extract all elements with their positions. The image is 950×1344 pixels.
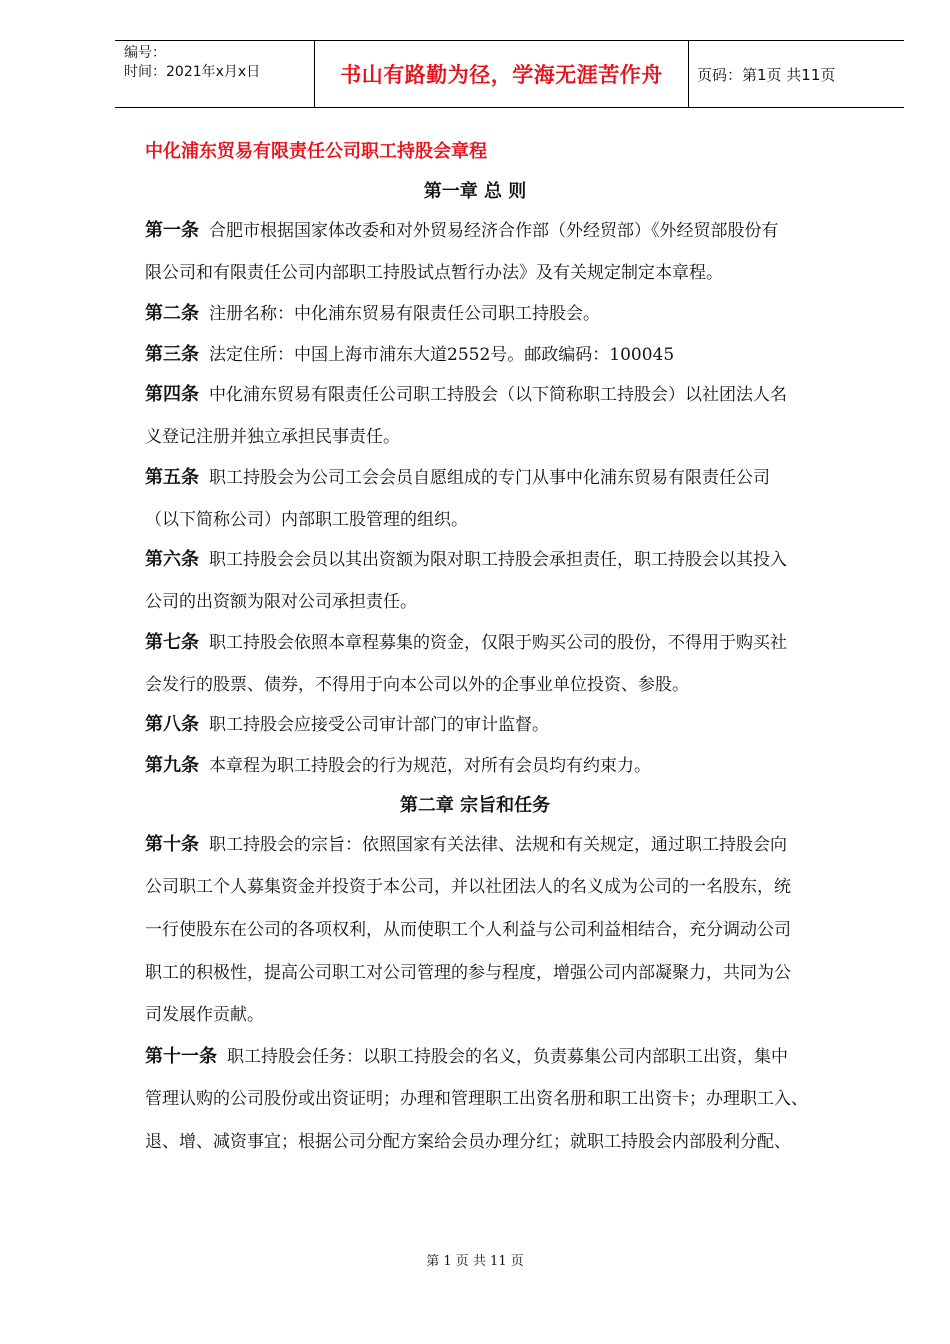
article-continuation: （以下简称公司）内部职工股管理的组织。	[145, 510, 468, 530]
article-label: 第一条	[145, 220, 199, 241]
article-line	[145, 1042, 788, 1068]
article-text: 法定住所：中国上海市浦东大道2552号。邮政编码：100045	[209, 345, 675, 365]
article-text: 合肥市根据国家体改委和对外贸易经济合作部（外经贸部）《外经贸部股份有	[209, 221, 779, 241]
article-line	[145, 463, 770, 489]
page-header	[115, 40, 904, 108]
article-continuation: 退、增、减资事宜；根据公司分配方案给会员办理分红；就职工持股会内部股利分配、	[145, 1132, 791, 1152]
article-continuation: 限公司和有限责任公司内部职工持股试点暂行办法》及有关规定制定本章程。	[145, 263, 723, 283]
article-continuation: 管理认购的公司股份或出资证明；办理和管理职工出资名册和职工出资卡；办理职工入、	[145, 1089, 808, 1109]
article-text: 职工持股会应接受公司审计部门的审计监督。	[209, 715, 549, 735]
article-label: 第五条	[145, 467, 199, 488]
article-continuation: 义登记注册并独立承担民事责任。	[145, 427, 400, 447]
article-line	[145, 545, 787, 571]
article-continuation: 一行使股东在公司的各项权利，从而使职工个人利益与公司利益相结合，充分调动公司	[145, 920, 791, 940]
article-text: 职工持股会任务：以职工持股会的名义，负责募集公司内部职工出资，集中	[227, 1047, 788, 1067]
page-footer: 第 1 页 共 11 页	[426, 1254, 524, 1269]
article-label: 第九条	[145, 755, 199, 776]
article-text: 职工持股会的宗旨：依照国家有关法律、法规和有关规定，通过职工持股会向	[209, 835, 787, 855]
article-label: 第四条	[145, 384, 199, 405]
article-line	[145, 628, 787, 654]
header-motto: 书山有路勤为径，学海无涯苦作舟	[315, 41, 689, 107]
article-continuation: 公司职工个人募集资金并投资于本公司，并以社团法人的名义成为公司的一名股东，统	[145, 877, 791, 897]
number-label: 编号：	[124, 45, 166, 61]
article-text: 职工持股会为公司工会会员自愿组成的专门从事中化浦东贸易有限责任公司	[209, 468, 770, 488]
article-line	[145, 299, 600, 325]
article-line	[145, 380, 787, 406]
article-line	[145, 751, 651, 777]
article-label: 第二条	[145, 303, 199, 324]
article-text: 中化浦东贸易有限责任公司职工持股会（以下简称职工持股会）以社团法人名	[209, 385, 787, 405]
article-text: 注册名称：中化浦东贸易有限责任公司职工持股会。	[209, 304, 600, 324]
article-label: 第六条	[145, 549, 199, 570]
article-continuation: 公司的出资额为限对公司承担责任。	[145, 592, 417, 612]
article-line	[145, 216, 779, 242]
article-label: 第十条	[145, 834, 199, 855]
document-title: 中化浦东贸易有限责任公司职工持股会章程	[145, 141, 487, 162]
article-continuation: 会发行的股票、债券，不得用于向本公司以外的企事业单位投资、参股。	[145, 675, 689, 695]
article-continuation: 司发展作贡献。	[145, 1005, 264, 1025]
article-text: 职工持股会会员以其出资额为限对职工持股会承担责任，职工持股会以其投入	[209, 550, 787, 570]
article-line	[145, 710, 549, 736]
article-label: 第七条	[145, 632, 199, 653]
article-label: 第三条	[145, 344, 199, 365]
article-line	[145, 340, 674, 366]
chapter-heading: 第二章 宗旨和任务	[399, 795, 551, 816]
chapter-heading: 第一章 总 则	[423, 181, 527, 202]
article-line	[145, 830, 787, 856]
article-label: 第十一条	[145, 1046, 217, 1067]
time-label: 时间：2021年x月x日	[124, 64, 261, 80]
article-label: 第八条	[145, 714, 199, 735]
article-text: 职工持股会依照本章程募集的资金，仅限于购买公司的股份，不得用于购买社	[209, 633, 787, 653]
header-meta	[115, 41, 315, 107]
header-page-info: 页码：第1页 共11页	[697, 65, 836, 84]
article-continuation: 职工的积极性，提高公司职工对公司管理的参与程度，增强公司内部凝聚力，共同为公	[145, 963, 791, 983]
article-text: 本章程为职工持股会的行为规范，对所有会员均有约束力。	[209, 756, 651, 776]
